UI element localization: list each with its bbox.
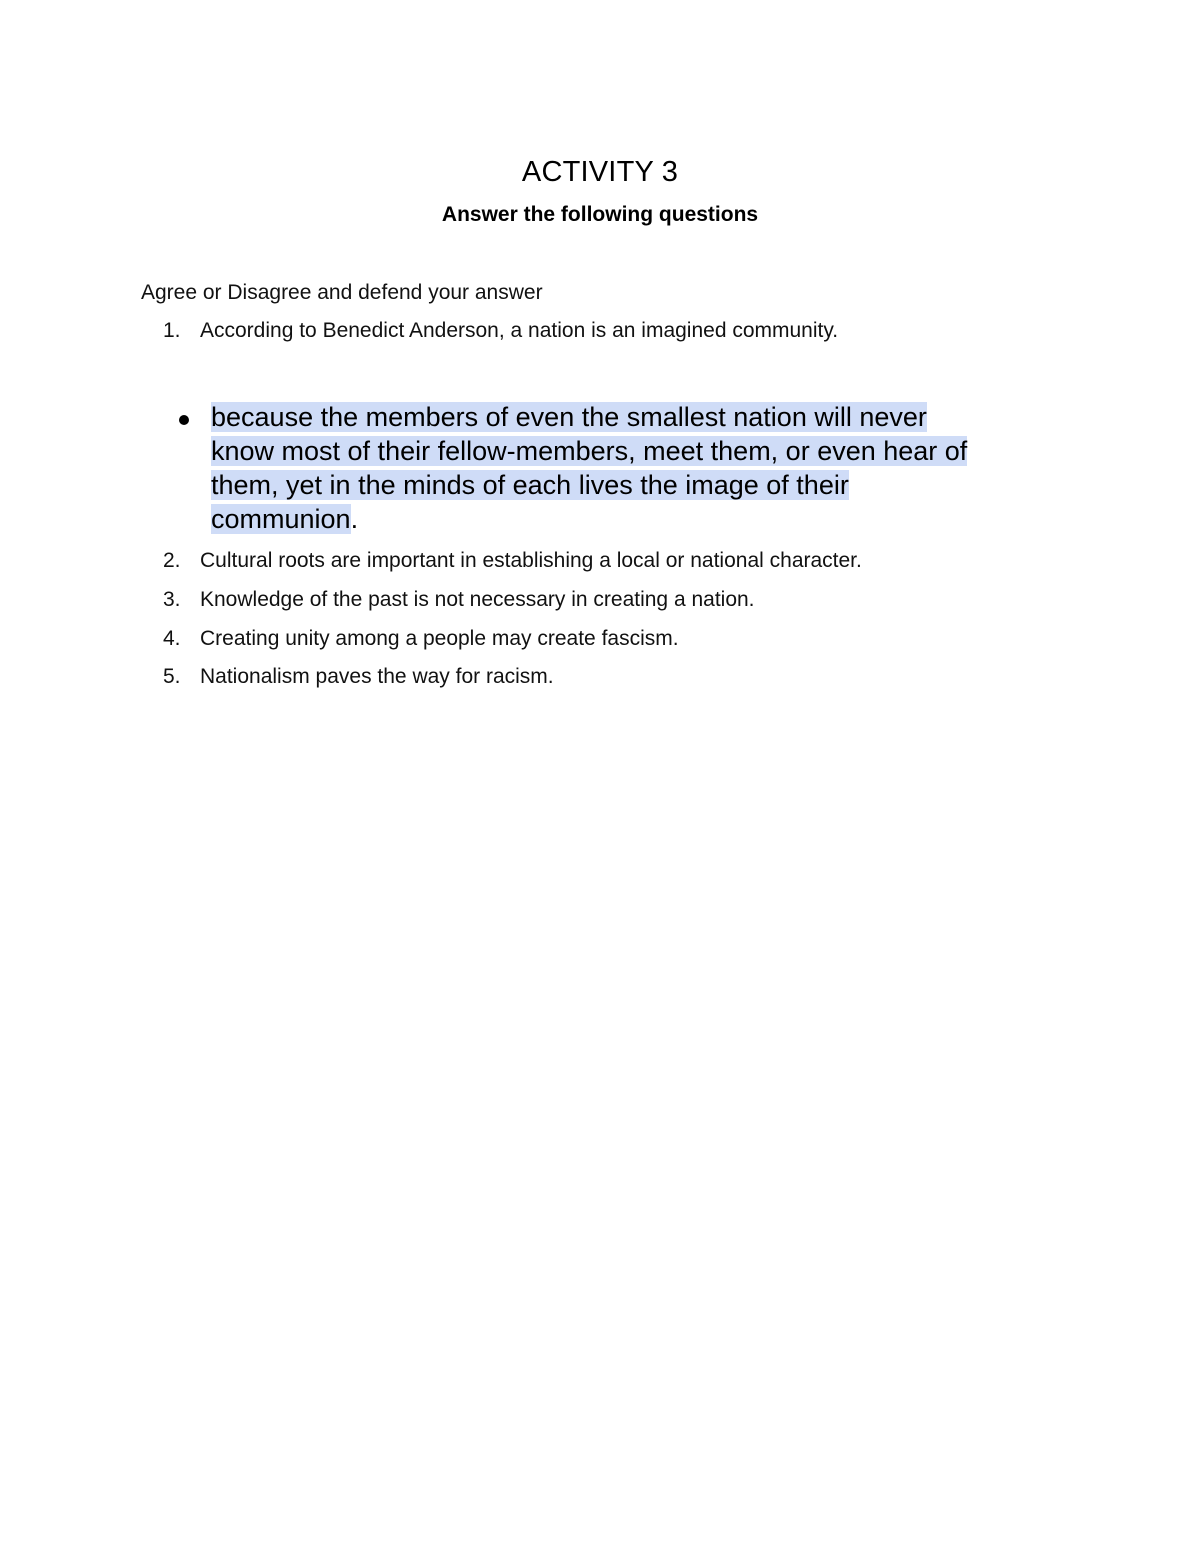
page-subtitle: Answer the following questions: [441, 203, 759, 226]
question-text: Nationalism paves the way for racism.: [200, 665, 554, 688]
answer-line: [211, 502, 1051, 536]
question-number: 2.: [163, 549, 181, 572]
answer-paragraph[interactable]: [211, 400, 1051, 536]
answer-period: .: [350, 504, 359, 534]
question-text: Knowledge of the past is not necessary in creating a nation.: [200, 588, 755, 611]
highlighted-text: them, yet in the minds of each lives the image of their: [211, 470, 849, 500]
question-text: According to Benedict Anderson, a nation is an imagined community.: [200, 319, 839, 342]
question-number: 3.: [163, 588, 181, 611]
answer-line: [211, 468, 1051, 502]
instruction-text: Agree or Disagree and defend your answer: [141, 281, 543, 304]
answer-line: [211, 400, 1051, 434]
question-number: 1.: [163, 319, 181, 342]
highlighted-text: because the members of even the smallest nation will never: [211, 402, 927, 432]
question-number: 4.: [163, 627, 181, 650]
answer-line: [211, 434, 1051, 468]
question-number: 5.: [163, 665, 181, 688]
question-text: Cultural roots are important in establishing a local or national character.: [200, 549, 862, 572]
highlighted-text: know most of their fellow-members, meet them, or even hear of: [211, 436, 968, 466]
page-title: ACTIVITY 3: [521, 156, 679, 188]
question-text: Creating unity among a people may create fascism.: [200, 627, 679, 650]
highlighted-text: communion: [211, 504, 351, 534]
bullet-icon: [179, 415, 189, 425]
